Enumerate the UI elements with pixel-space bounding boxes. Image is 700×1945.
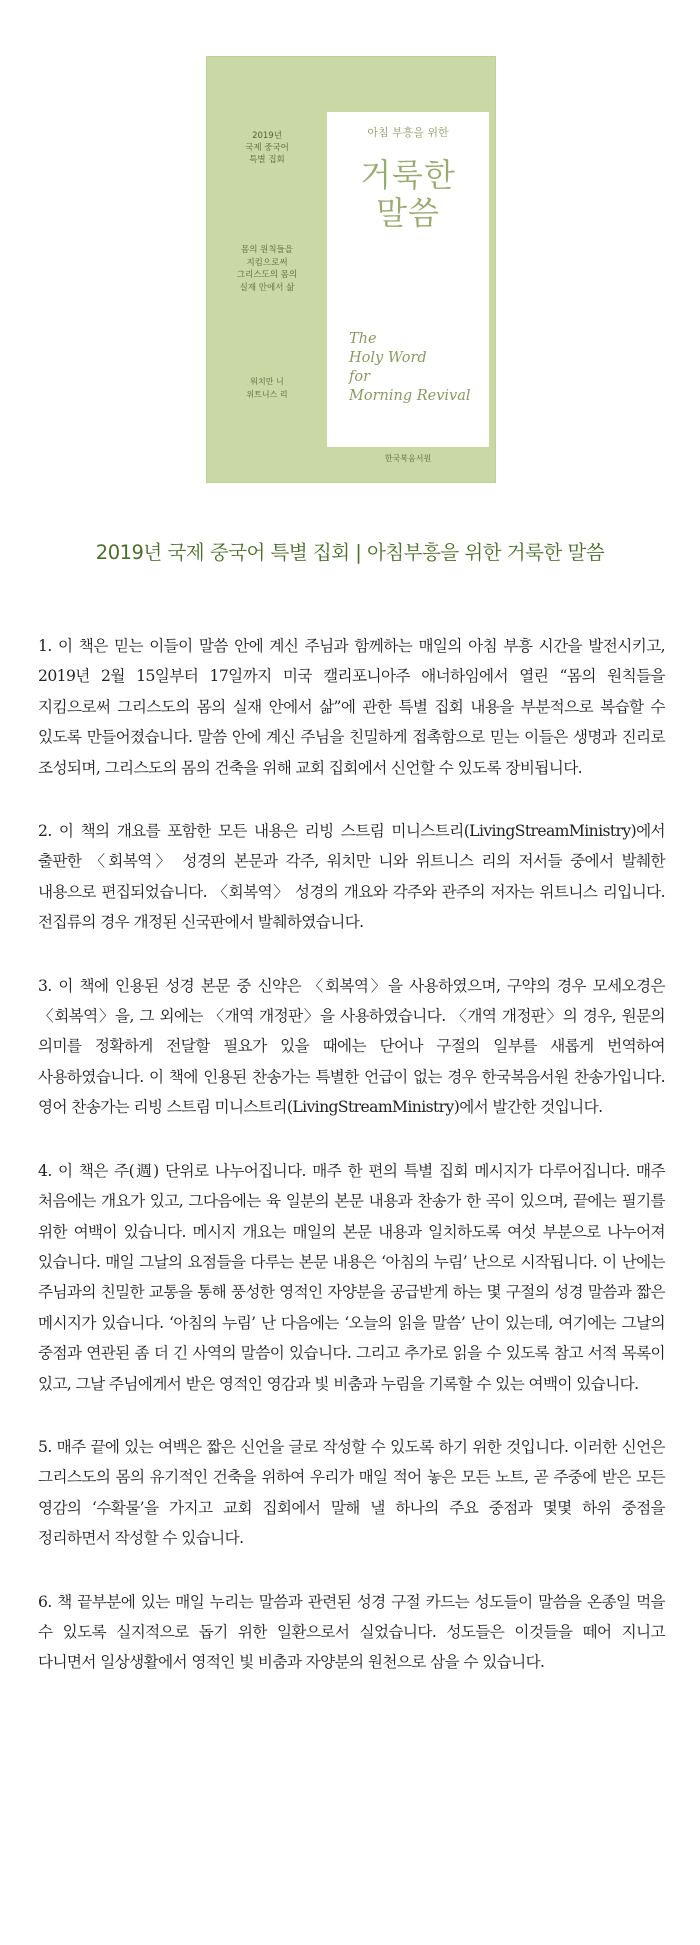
cover-authors-label: 워치만 니 위트니스 리 (246, 377, 288, 399)
paragraph-4: 4. 이 책은 주(週) 단위로 나누어집니다. 매주 한 편의 특별 집회 메시지가 다루어집니다. 매주 처음에는 개요가 있고, 그다음에는 육 일분의 본문 내용과 찬송가 한 곡이 있으며, 끝에는 필기를 위한 여백이 있습니다. 메시지 개요는 매일의 본문 내용과 일치하도록 여섯 부분으로 나누어져 있습니다. 매일 그날의 요점들을 다루는 본문 내용은 ‘아침의 누림’ 난으로 시작됩니다. 이 난에는 주님과의 친밀한 교통을 통해 풍성한 영적인 자양분을 공급받게 하는 몇 구절의 성경 말씀과 짧은 메시지가 있습니다. ‘아침의 누림’ 난 다음에는 ‘오늘의 읽을 말씀’ 난이 있는데, 여기에는 그날의 중점과 연관된 좀 더 긴 사역의 말씀이 있습니다. 그리고 추가로 읽을 수 있도록 참고 서적 목록이 있고, 그날 주님에게서 받은 영적인 영감과 빛 비춤과 누림을 기록할 수 있는 여백이 있습니다. (38, 1161, 665, 1393)
book-cover-image (207, 57, 495, 482)
cover-left-column (207, 57, 327, 482)
cover-subtitle: 아침 부흥을 위한 (367, 126, 449, 139)
body-text (38, 631, 665, 1711)
paragraph-5: 5. 매주 끝에 있는 여백은 짧은 신언을 글로 작성할 수 있도록 하기 위한 것입니다. 이러한 신언은 그리스도의 몸의 유기적인 건축을 위하여 우리가 매일 적어 놓은 모든 노트, 곧 주중에 받은 모든 영감의 ‘수확물’을 가지고 교회 집회에서 말해 낼 하나의 주요 중점과 몇몇 하위 중점을 정리하면서 작성할 수 있습니다. (38, 1437, 665, 1548)
cover-title: 거룩한 말씀 (360, 156, 456, 232)
cover-theme-label: 몸의 원칙들을 지킴으로써 그리스도의 몸의 실재 안에서 삶 (236, 245, 298, 293)
cover-title-panel (327, 112, 489, 447)
cover-english-title: The Holy Word for Morning Revival (349, 331, 471, 404)
paragraph-2: 2. 이 책의 개요를 포함한 모든 내용은 리빙 스트림 미니스트리(LivingStreamMinistry)에서 출판한 〈회복역〉 성경의 본문과 각주, 워치만 니와 위트니스 리의 저서들 중에서 발췌한 내용으로 편집되었습니다. 〈회복역〉 성경의 개요와 각주와 관주의 저자는 위트니스 리입니다. 전집류의 경우 개정된 신국판에서 발췌하였습니다. (38, 822, 665, 932)
paragraph-3: 3. 이 책에 인용된 성경 본문 중 신약은 〈회복역〉을 사용하였으며, 구약의 경우 모세오경은 〈회복역〉을, 그 외에는 〈개역 개정판〉을 사용하였습니다. 〈개역 개정판〉의 경우, 원문의 의미를 정확하게 전달할 필요가 있을 때에는 단어나 구절의 일부를 새롭게 번역하여 사용하였습니다. 이 책에 인용된 찬송가는 특별한 언급이 없는 경우 한국복음서원 찬송가입니다. 영어 찬송가는 리빙 스트림 미니스트리(LivingStreamMinistry)에서 발간한 것입니다. (38, 976, 665, 1117)
cover-event-label: 2019년 국제 중국어 특별 집회 (245, 131, 289, 165)
paragraph-1: 1. 이 책은 믿는 이들이 말씀 안에 계신 주님과 함께하는 매일의 아침 부흥 시간을 발전시키고, 2019년 2월 15일부터 17일까지 미국 캘리포니아주 애너하임에서 열린 “몸의 원칙들을 지킴으로써 그리스도의 몸의 실재 안에서 삶”에 관한 특별 집회 내용을 부분적으로 복습할 수 있도록 만들어졌습니다. 말씀 안에 계신 주님을 친밀하게 접촉함으로 믿는 이들은 생명과 진리로 조성되며, 그리스도의 몸의 건축을 위해 교회 집회에서 신언할 수 있도록 장비됩니다. (38, 637, 665, 777)
page-heading: 2019년 국제 중국어 특별 집회 | 아침부흥을 위한 거룩한 말씀 (95, 541, 605, 564)
paragraph-6: 6. 책 끝부분에 있는 매일 누리는 말씀과 관련된 성경 구절 카드는 성도들이 말씀을 온종일 먹을 수 있도록 실지적으로 돕기 위한 일환으로서 실었습니다. 성도들은 이것들을 떼어 지니고 다니면서 일상생활에서 영적인 빛 비춤과 자양분의 원천으로 삼을 수 있습니다. (38, 1592, 665, 1672)
cover-publisher-label: 한국복음서원 (384, 454, 432, 463)
